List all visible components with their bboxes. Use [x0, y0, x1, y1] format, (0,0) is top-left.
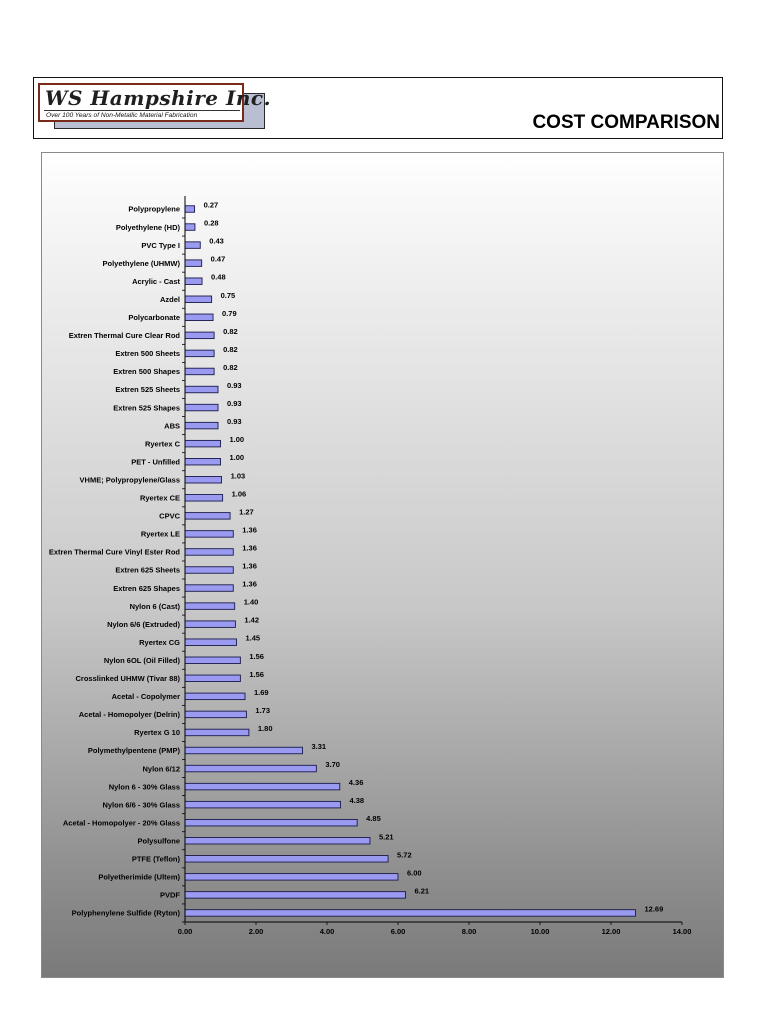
value-label: 1.69	[253, 687, 269, 697]
value-label: 1.45	[245, 633, 261, 643]
category-label: Acetal - Copolymer	[111, 692, 180, 702]
category-label: Nylon 6 - 30% Glass	[108, 782, 180, 792]
category-label: CPVC	[159, 511, 180, 521]
category-label: PVDF	[159, 890, 180, 900]
category-label: Polyphenylene Sulfide (Ryton)	[71, 908, 180, 918]
page-title: COST COMPARISON	[532, 112, 720, 133]
bar	[185, 531, 233, 538]
bar	[185, 819, 357, 826]
value-label: 1.03	[230, 471, 246, 481]
bar	[185, 856, 388, 863]
logo-name: WS Hampshire Inc.	[45, 86, 272, 110]
category-label: Acrylic - Cast	[132, 276, 180, 286]
bar	[185, 477, 222, 484]
category-label: Azdel	[159, 294, 180, 304]
category-label: Extren 500 Shapes	[113, 367, 180, 377]
bar	[185, 639, 236, 646]
category-label: Extren 625 Shapes	[113, 583, 180, 593]
category-label: Nylon 6OL (Oil Filled)	[103, 655, 180, 665]
value-label: 1.36	[242, 543, 257, 553]
category-label: Crosslinked UHMW (Tivar 88)	[75, 674, 180, 683]
value-label: 5.21	[378, 832, 394, 842]
bar	[185, 206, 195, 213]
bar	[185, 296, 212, 303]
category-label: Extren Thermal Cure Vinyl Ester Rod	[48, 547, 180, 557]
category-label: Extren 525 Shapes	[113, 403, 180, 413]
x-tick-label: 2.00	[248, 926, 264, 936]
category-label: Polyetherimide (Ultem)	[98, 872, 180, 882]
value-label: 0.47	[210, 254, 226, 264]
value-label: 0.28	[203, 218, 219, 228]
bar	[185, 440, 221, 447]
header-box	[33, 77, 723, 139]
category-label: Ryertex LE	[140, 529, 180, 539]
category-label: Polypropylene	[128, 204, 180, 214]
value-label: 1.36	[242, 579, 257, 589]
bar	[185, 711, 246, 718]
x-tick-label: 8.00	[461, 926, 477, 936]
category-label: Acetal - Homopolyer (Delrin)	[78, 710, 180, 720]
value-label: 1.80	[257, 723, 273, 733]
value-label: 12.69	[644, 904, 664, 914]
category-label: Polycarbonate	[128, 313, 180, 322]
bar	[185, 603, 235, 610]
value-label: 4.85	[366, 814, 381, 824]
bar	[185, 350, 214, 357]
bar	[185, 567, 233, 574]
bar	[185, 260, 202, 267]
bar	[185, 621, 235, 628]
value-label: 3.31	[311, 742, 327, 751]
category-label: Nylon 6 (Cast)	[129, 601, 180, 611]
bar	[185, 729, 249, 736]
category-label: Extren 500 Sheets	[115, 349, 180, 359]
category-label: Ryertex C	[144, 439, 180, 449]
bar	[185, 874, 398, 881]
category-label: Nylon 6/6 - 30% Glass	[102, 800, 180, 810]
bar	[185, 892, 405, 899]
value-label: 0.79	[222, 308, 237, 318]
cost-bar-chart	[42, 153, 723, 977]
bar	[185, 332, 214, 339]
value-label: 0.93	[227, 417, 242, 427]
category-labels-group	[49, 205, 181, 918]
category-label: Ryertex G 10	[134, 728, 180, 738]
category-label: Extren Thermal Cure Clear Rod	[68, 331, 180, 341]
value-label: 0.48	[211, 272, 226, 282]
bar	[185, 278, 202, 285]
value-label: 6.00	[407, 868, 422, 878]
category-label: PET - Unfilled	[131, 457, 180, 467]
bar	[185, 675, 240, 682]
category-label: Ryertex CE	[139, 493, 180, 503]
value-label: 0.75	[220, 290, 236, 300]
bar	[185, 585, 233, 592]
value-label: 1.27	[239, 507, 254, 517]
value-label: 0.27	[203, 200, 219, 210]
value-label: 1.36	[242, 525, 257, 535]
category-label: VHME; Polypropylene/Glass	[79, 475, 180, 485]
value-label: 1.42	[244, 615, 260, 625]
bar	[185, 801, 340, 808]
x-tick-label: 4.00	[319, 926, 335, 936]
value-label: 1.00	[229, 453, 245, 463]
category-label: ABS	[164, 421, 180, 431]
value-label: 1.06	[231, 489, 247, 499]
bar	[185, 838, 370, 845]
bar	[185, 657, 240, 664]
value-label: 0.82	[223, 344, 238, 354]
company-logo	[38, 83, 272, 129]
category-label: Extren 625 Sheets	[115, 565, 180, 575]
value-label: 3.70	[325, 760, 340, 770]
value-label: 5.72	[397, 850, 412, 860]
bar	[185, 783, 340, 790]
x-tick-label: 0.00	[177, 926, 193, 936]
value-label: 6.21	[414, 886, 430, 896]
x-tick-label: 12.00	[601, 926, 621, 936]
value-label: 0.43	[209, 236, 224, 246]
value-label: 4.36	[348, 778, 364, 788]
category-label: Nylon 6/6 (Extruded)	[107, 619, 180, 629]
logo-plate	[38, 83, 272, 122]
bar	[185, 404, 218, 411]
bar	[185, 386, 218, 393]
bar	[185, 458, 221, 465]
value-label: 0.93	[227, 399, 242, 409]
bar	[185, 910, 635, 917]
value-label: 0.93	[227, 381, 242, 390]
bar	[185, 765, 316, 772]
bar	[185, 693, 245, 700]
bar	[185, 549, 233, 556]
category-label: Extren 525 Sheets	[115, 385, 180, 395]
category-label: Polysulfone	[137, 836, 180, 846]
bar	[185, 422, 218, 429]
bar	[185, 747, 303, 754]
bar	[185, 242, 200, 249]
category-label: PTFE (Teflon)	[131, 854, 180, 864]
category-label: Polyethylene (HD)	[115, 222, 180, 232]
x-tick-label: 14.00	[672, 926, 692, 936]
category-label: Polyethylene (UHMW)	[102, 258, 180, 268]
value-label: 0.82	[223, 362, 238, 372]
x-tick-label: 6.00	[390, 926, 406, 936]
chart-frame	[41, 152, 724, 978]
bar	[185, 495, 223, 502]
value-label: 1.56	[249, 669, 264, 679]
category-label: Acetal - Homopolyer - 20% Glass	[62, 818, 180, 828]
logo-tagline: Over 100 Years of Non-Metallic Material Fabrication	[44, 110, 240, 121]
bar	[185, 314, 213, 321]
category-label: Ryertex CG	[139, 637, 180, 647]
category-label: Nylon 6/12	[142, 764, 180, 774]
value-label: 0.82	[223, 326, 238, 336]
value-label: 1.56	[249, 651, 264, 661]
value-label: 1.00	[229, 435, 245, 445]
value-label: 1.36	[242, 561, 257, 571]
bar	[185, 368, 214, 375]
x-tick-label: 10.00	[530, 926, 550, 936]
category-label: PVC Type I	[141, 240, 180, 250]
value-label: 1.40	[243, 597, 259, 607]
value-label: 4.38	[349, 796, 365, 806]
bar	[185, 224, 195, 231]
category-label: Polymethylpentene (PMP)	[87, 746, 180, 756]
bar	[185, 513, 230, 520]
value-label: 1.73	[255, 705, 271, 715]
